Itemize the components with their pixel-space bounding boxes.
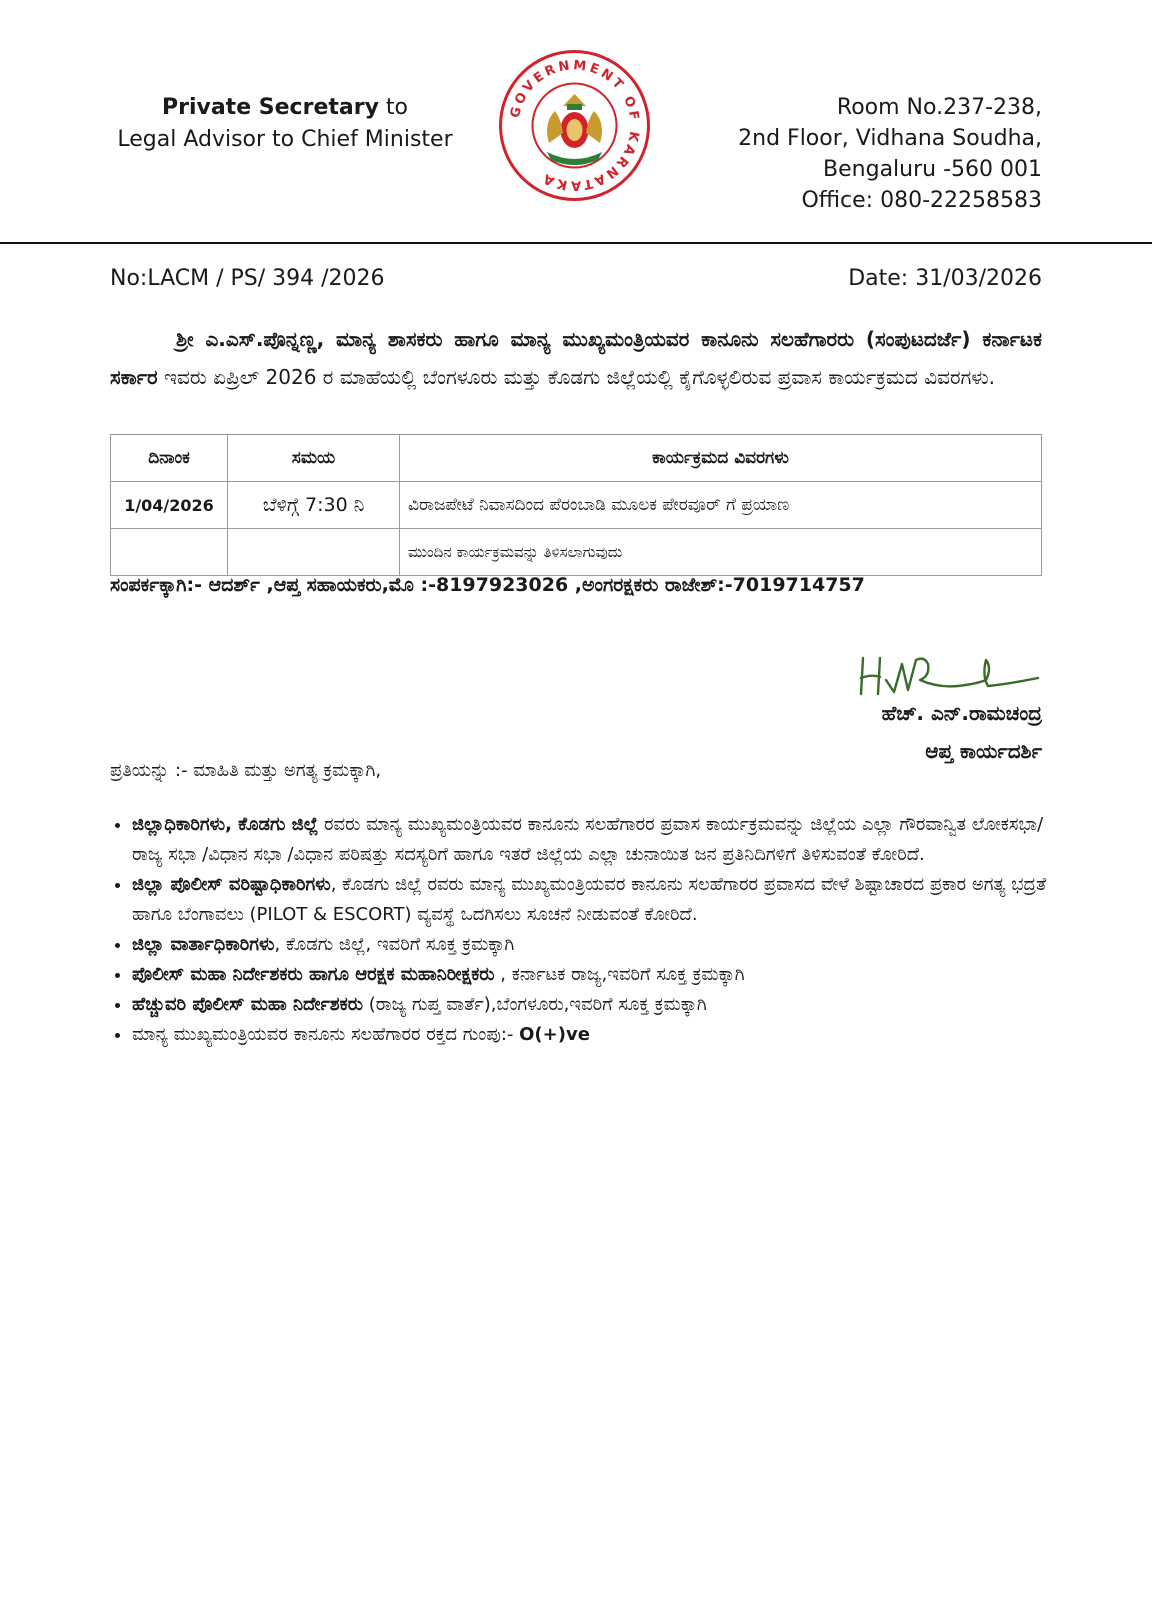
recipient-note: , ಕರ್ನಾಟಕ ರಾಜ್ಯ,ಇವರಿಗೆ ಸೂಕ್ತ ಕ್ರಮಕ್ಕಾಗಿ [494, 964, 745, 985]
list-item [132, 960, 1072, 990]
signature-icon [858, 650, 1043, 700]
table-row [111, 529, 1042, 576]
sender-title: Private Secretary [161, 95, 379, 120]
cc-list [110, 810, 1072, 1050]
header-details: ಕಾರ್ಯಕ್ರಮದ ವಿವರಗಳು [400, 435, 1042, 482]
signatory-title: ಆಪ್ತ ಕಾರ್ಯದರ್ಶಿ [925, 739, 1042, 763]
address-block [738, 92, 1042, 216]
reference-number: No:LACM / PS/ 394 /2026 [110, 266, 385, 291]
recipient: ಜಿಲ್ಲಾಧಿಕಾರಿಗಳು, ಕೊಡಗು ಜಿಲ್ಲೆ [132, 814, 319, 835]
cell-date: 1/04/2026 [111, 482, 228, 529]
address-line: 2nd Floor, Vidhana Soudha, [738, 126, 1042, 151]
cell-details: ಮುಂದಿನ ಕಾರ್ಯಕ್ರಮವನ್ನು ತಿಳಿಸಲಾಗುವುದು [400, 529, 1042, 576]
cell-details: ವಿರಾಜಪೇಟೆ ನಿವಾಸದಿಂದ ಪೆರಂಬಾಡಿ ಮೂಲಕ ಪೇರವೂರ್ ಗೆ ಪ್ರಯಾಣ [400, 482, 1042, 529]
blood-group: O(+)ve [519, 1024, 590, 1045]
sender-office: Legal Advisor to Chief Minister [117, 127, 453, 152]
table-row [111, 482, 1042, 529]
recipient: ಪೊಲೀಸ್ ಮಹಾ ನಿರ್ದೇಶಕರು ಹಾಗೂ ಆರಕ್ಷಕ ಮಹಾನಿರೀಕ್ಷಕರು [132, 964, 495, 985]
recipient-note: , ಕೊಡಗು ಜಿಲ್ಲೆ ರವರು ಮಾನ್ಯ ಮುಖ್ಯಮಂತ್ರಿಯವರ ಕಾನೂನು ಸಲಹೆಗಾರರ ಪ್ರವಾಸದ ವೇಳೆ ಶಿಷ್ಟಾಚಾರದ ಪ್ರಕಾರ ಅಗತ್ಯ ಭದ್ರತೆ ಹಾಗೂ ಬೆಂಗಾವಲು (PILOT & ESCORT) ವ್ಯವಸ್ಥೆ ಒದಗಿಸಲು ಸೂಚನೆ ನೀಡುವಂತೆ ಕೋರಿದೆ. [132, 874, 1047, 925]
government-seal-icon [497, 48, 652, 203]
list-item [132, 930, 1072, 960]
recipient-note: ಮಾನ್ಯ ಮುಖ್ಯಮಂತ್ರಿಯವರ ಕಾನೂನು ಸಲಹೆಗಾರರ ರಕ್ತದ ಗುಂಪು:- [132, 1024, 520, 1045]
list-item [132, 990, 1072, 1020]
cell-time [228, 529, 400, 576]
recipient: ಜಿಲ್ಲಾ ಪೊಲೀಸ್ ವರಿಷ್ಟಾಧಿಕಾರಿಗಳು [132, 874, 331, 895]
signatory-name: ಹೆಚ್. ಎನ್.ರಾಮಚಂದ್ರ [881, 701, 1042, 725]
header-divider [0, 242, 1152, 244]
sender-title-suffix: to [378, 95, 409, 120]
list-item [132, 810, 1072, 870]
intro-paragraph [110, 320, 1042, 396]
intro-bold: ಶ್ರೀ ಎ.ಎಸ್.ಪೊನ್ನಣ್ಣ, ಮಾನ್ಯ ಶಾಸಕರು ಹಾಗೂ ಮಾನ್ಯ ಮುಖ್ಯಮಂತ್ರಿಯವರ ಕಾನೂನು ಸಲಹೆಗಾರರು (ಸಂಪುಟದರ್ಜೆ) ಕರ್ನಾಟಕ ಸರ್ಕಾರ [110, 327, 1042, 389]
cell-date [111, 529, 228, 576]
recipient-note: ರವರು ಮಾನ್ಯ ಮುಖ್ಯಮಂತ್ರಿಯವರ ಕಾನೂನು ಸಲಹೆಗಾರರ ಪ್ರವಾಸ ಕಾರ್ಯಕ್ರಮವನ್ನು ಜಿಲ್ಲೆಯ ಎಲ್ಲಾ ಗೌರವಾನ್ವಿತ ಲೋಕಸಭಾ/ರಾಜ್ಯ ಸಭಾ /ವಿಧಾನ ಸಭಾ /ವಿಧಾನ ಪರಿಷತ್ತು ಸದಸ್ಯರಿಗೆ ಹಾಗೂ ಇತರೆ ಜಿಲ್ಲೆಯ ಎಲ್ಲಾ ಚುನಾಯಿತ ಜನ ಪ್ರತಿನಿದಿಗಳಿಗೆ ತಿಳಿಸುವಂತೆ ಕೋರಿದೆ. [132, 814, 1044, 865]
schedule-table [110, 434, 1042, 576]
header-time: ಸಮಯ [228, 435, 400, 482]
signatory-block [882, 694, 1042, 770]
office-phone: Office: 080-22258583 [801, 188, 1042, 213]
address-line: Bengaluru -560 001 [823, 157, 1042, 182]
recipient: ಹೆಚ್ಚುವರಿ ಪೊಲೀಸ್ ಮಹಾ ನಿರ್ದೇಶಕರು [132, 994, 364, 1015]
seal-text: GOVERNMENT OF KARNATAKA [507, 58, 642, 193]
header-date: ದಿನಾಂಕ [111, 435, 228, 482]
list-item [132, 870, 1072, 930]
address-line: Room No.237-238, [836, 95, 1042, 120]
table-header-row [111, 435, 1042, 482]
list-item [132, 1020, 1072, 1050]
cell-time: ಬೆಳಿಗ್ಗೆ 7:30 ನಿ [228, 482, 400, 529]
recipient-note: , ಕೊಡಗು ಜಿಲ್ಲೆ, ಇವರಿಗೆ ಸೂಕ್ತ ಕ್ರಮಕ್ಕಾಗಿ [274, 934, 515, 955]
contact-line: ಸಂಪರ್ಕಕ್ಕಾಗಿ:- ಆದರ್ಶ್ ,ಆಪ್ತ ಸಹಾಯಕರು,ಮೊ :-8197923026 ,ಅಂಗರಕ್ಷಕರು ರಾಜೇಶ್:-7019714757 [110, 574, 865, 596]
recipient-note: (ರಾಜ್ಯ ಗುಪ್ತ ವಾರ್ತೆ),ಬೆಂಗಳೂರು,ಇವರಿಗೆ ಸೂಕ್ತ ಕ್ರಮಕ್ಕಾಗಿ [363, 994, 707, 1015]
recipient: ಜಿಲ್ಲಾ ವಾರ್ತಾಧಿಕಾರಿಗಳು [132, 934, 275, 955]
intro-rest: ಇವರು ಏಪ್ರಿಲ್ 2026 ರ ಮಾಹೆಯಲ್ಲಿ ಬೆಂಗಳೂರು ಮತ್ತು ಕೊಡಗು ಜಿಲ್ಲೆಯಲ್ಲಿ ಕೈಗೊಳ್ಳಲಿರುವ ಪ್ರವಾಸ ಕಾರ್ಯಕ್ರಮದ ವಿವರಗಳು. [157, 365, 995, 389]
reference-date: Date: 31/03/2026 [848, 266, 1042, 291]
sender-block [110, 92, 460, 156]
copy-to-label: ಪ್ರತಿಯನ್ನು :- ಮಾಹಿತಿ ಮತ್ತು ಅಗತ್ಯ ಕ್ರಮಕ್ಕಾಗಿ, [110, 760, 382, 781]
